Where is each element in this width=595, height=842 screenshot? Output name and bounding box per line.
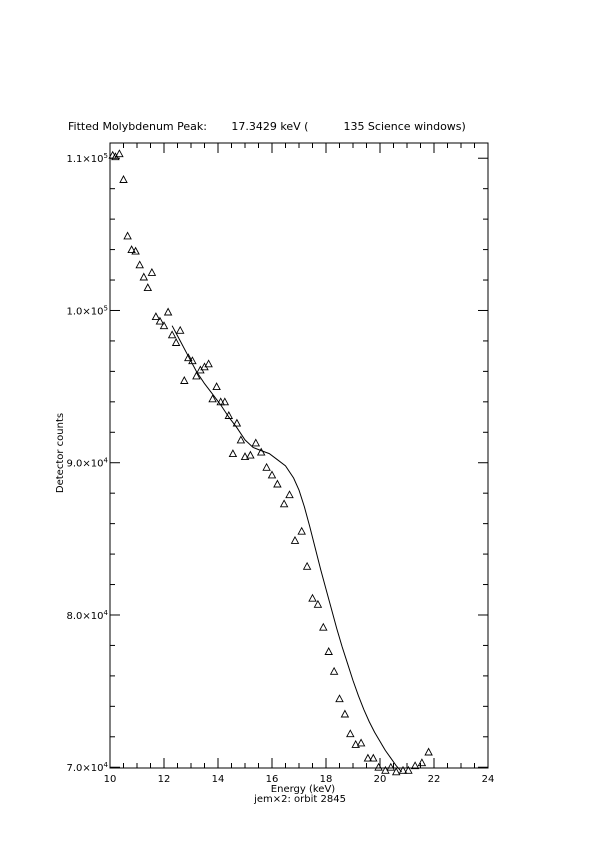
data-point <box>298 528 305 535</box>
data-point <box>140 274 147 281</box>
y-axis-ticks <box>110 158 488 767</box>
data-point <box>181 377 188 384</box>
data-point <box>286 491 293 498</box>
y-tick-label: $9.0\times 10^4$ <box>66 456 108 470</box>
y-axis-tick-labels <box>67 152 109 774</box>
data-point <box>169 331 176 338</box>
data-point <box>425 749 432 756</box>
y-tick-label: $8.0\times 10^4$ <box>66 608 108 622</box>
x-axis-label: Energy (keV) <box>270 784 336 795</box>
fit-curve <box>172 326 402 772</box>
x-tick-label: 14 <box>211 774 225 785</box>
data-point <box>120 176 127 183</box>
data-point <box>177 327 184 334</box>
chart-title: Fitted Molybdenum Peak: 17.3429 keV ( 135 Science windows) <box>68 120 466 133</box>
data-point <box>281 500 288 507</box>
data-points <box>109 150 432 775</box>
data-point <box>148 269 155 276</box>
data-point <box>347 730 354 737</box>
data-point <box>209 395 216 402</box>
data-point <box>331 668 338 675</box>
data-point <box>292 537 299 544</box>
data-point <box>173 339 180 346</box>
x-tick-label: 18 <box>319 774 333 785</box>
data-point <box>252 439 259 446</box>
data-point <box>124 232 131 239</box>
data-point <box>152 313 159 320</box>
data-point <box>375 764 382 771</box>
y-tick-label: $7.0\times 10^4$ <box>66 761 108 775</box>
x-tick-label: 12 <box>157 774 171 785</box>
y-axis-label: Detector counts <box>55 412 66 494</box>
x-tick-label: 20 <box>373 774 387 785</box>
data-point <box>165 309 172 316</box>
data-point <box>263 464 270 471</box>
data-point <box>144 284 151 291</box>
x-axis-sublabel: jem×2: orbit 2845 <box>254 794 346 805</box>
data-point <box>304 563 311 570</box>
data-point <box>269 471 276 478</box>
data-point <box>136 261 143 268</box>
data-point <box>161 322 168 329</box>
x-tick-label: 16 <box>265 774 279 785</box>
data-point <box>213 383 220 390</box>
data-point <box>229 450 236 457</box>
y-tick-label: $1.0\times 10^5$ <box>66 304 108 318</box>
data-point <box>320 624 327 631</box>
data-point <box>341 711 348 718</box>
data-point <box>418 759 425 766</box>
data-point <box>314 601 321 608</box>
data-point <box>325 648 332 655</box>
x-axis-ticks <box>110 143 488 768</box>
data-point <box>309 595 316 602</box>
data-point <box>247 452 254 459</box>
data-point <box>336 695 343 702</box>
data-point <box>156 318 163 325</box>
data-point <box>358 739 365 746</box>
data-point <box>128 246 135 253</box>
plot-frame <box>110 143 488 768</box>
x-tick-label: 22 <box>427 774 441 785</box>
x-tick-label: 24 <box>481 774 495 785</box>
y-tick-label: $1.1\times 10^5$ <box>66 152 108 166</box>
x-tick-label: 10 <box>103 774 117 785</box>
fit-curve-group <box>172 326 402 772</box>
data-point <box>274 481 281 488</box>
